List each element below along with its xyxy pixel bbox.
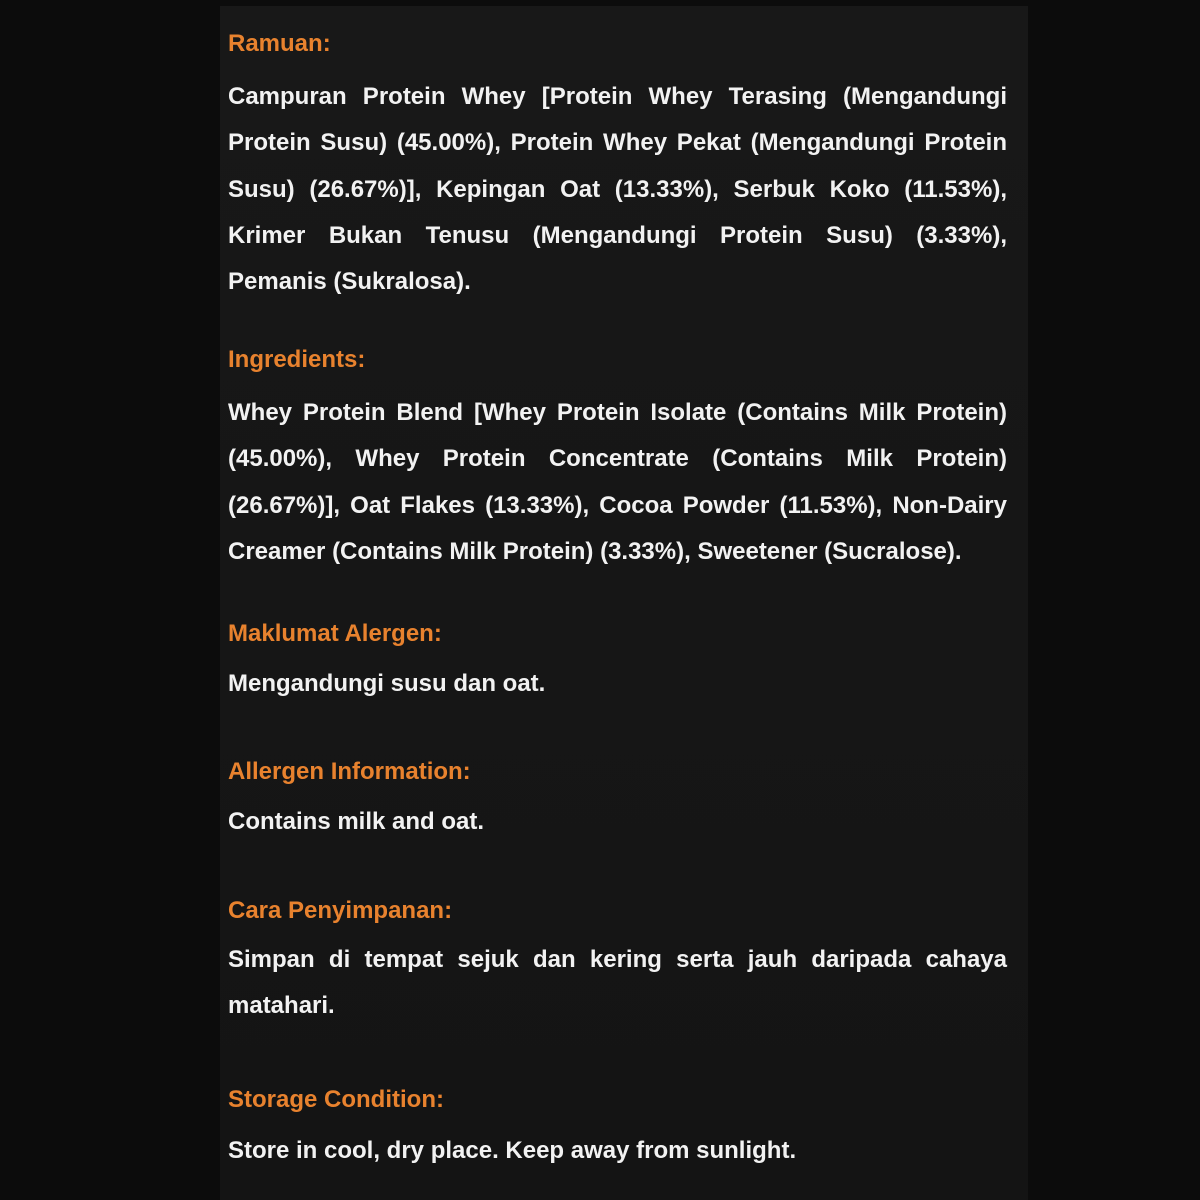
- maklumat-alergen-heading: Maklumat Alergen:: [228, 620, 442, 647]
- ramuan-text: Campuran Protein Whey [Protein Whey Terasing (Mengandungi Protein Susu) (45.00%), Protein Whey Pekat (Mengandungi Protein Susu) (26.67%)], Kepingan Oat (13.33%), Serbuk Koko (11.53%), Krimer Bukan Tenusu (Mengandungi Protein Susu) (3.33%), Pemanis (Sukralosa).: [228, 83, 1007, 296]
- cara-penyimpanan-text: Simpan di tempat sejuk dan kering serta jauh daripada cahaya matahari.: [228, 946, 1007, 1020]
- allergen-information-heading: Allergen Information:: [228, 758, 471, 785]
- ingredients-heading: Ingredients:: [228, 346, 366, 373]
- ingredients-text: Whey Protein Blend [Whey Protein Isolate (Contains Milk Protein) (45.00%), Whey Protein Concentrate (Contains Milk Protein) (26.67%)], Oat Flakes (13.33%), Cocoa Powder (11.53%), Non-Dairy Creamer (Contains Milk Protein) (3.33%), Sweetener (Sucralose).: [228, 399, 1007, 565]
- storage-condition-text: Store in cool, dry place. Keep away from sunlight.: [228, 1137, 797, 1164]
- ramuan-heading: Ramuan:: [228, 30, 331, 57]
- maklumat-alergen-text: Mengandungi susu dan oat.: [228, 670, 546, 697]
- storage-condition-heading: Storage Condition:: [228, 1086, 444, 1113]
- allergen-information-text: Contains milk and oat.: [228, 808, 485, 835]
- cara-penyimpanan-heading: Cara Penyimpanan:: [228, 897, 453, 924]
